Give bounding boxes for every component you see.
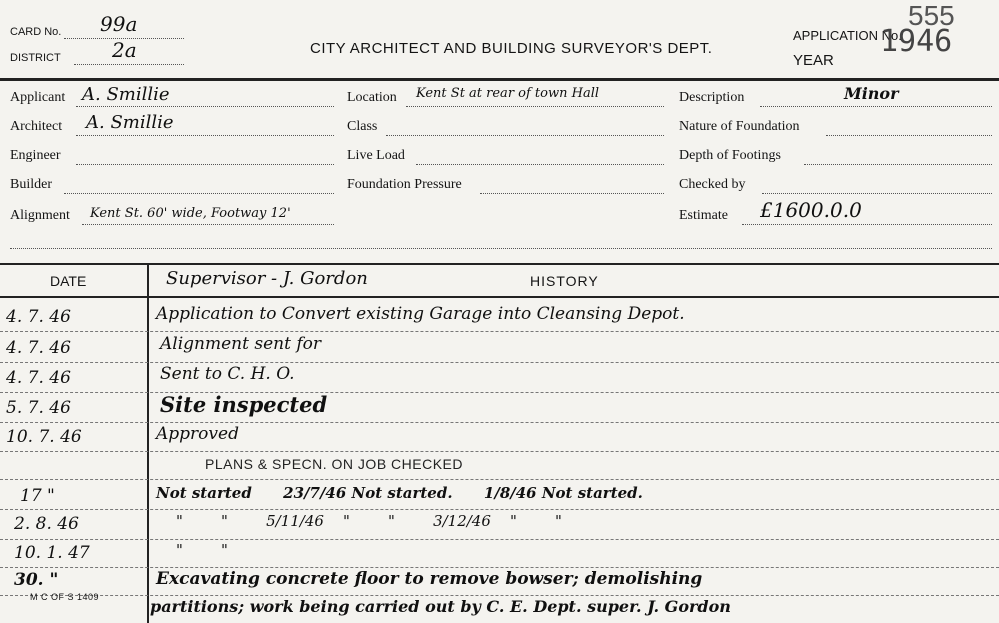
blank-field-line (10, 248, 992, 249)
builder-line (64, 193, 334, 194)
architect-line (76, 135, 334, 136)
description-line (760, 106, 992, 107)
estimate-line (742, 224, 992, 225)
history-row-text: Application to Convert existing Garage into Cleansing Depot. (156, 304, 685, 324)
history-row-text: Site inspected (160, 392, 328, 417)
history-row-text: " " 5/11/46 " " 3/12/46 " " (176, 512, 562, 530)
header-divider (0, 78, 999, 81)
alignment-label: Alignment (10, 208, 70, 223)
history-row-date: 4. 7. 46 (6, 338, 71, 358)
location-value: Kent St at rear of town Hall (416, 86, 600, 101)
row-divider (0, 539, 999, 540)
history-row-date: 10. 7. 46 (6, 427, 82, 447)
history-row-date: 5. 7. 46 (6, 398, 71, 418)
history-top-rule (0, 263, 999, 265)
district-value: 2a (112, 38, 137, 62)
nature-of-foundation-line (826, 135, 992, 136)
checked-by-label: Checked by (679, 177, 746, 192)
class-label: Class (347, 119, 378, 134)
description-value: Minor (844, 84, 899, 103)
row-divider (0, 567, 999, 568)
application-number: 555 (908, 0, 955, 31)
history-row-text: partitions; work being carried out by C. E. Dept. super. J. Gordon (150, 597, 731, 616)
history-row-text: Not started 23/7/46 Not started. 1/8/46 Not started. (156, 484, 643, 502)
history-row-text: " " (176, 541, 228, 559)
row-divider (0, 509, 999, 510)
applicant-line (76, 106, 334, 107)
date-column-header: DATE (50, 273, 87, 289)
form-code: M C OF S 1409 (30, 592, 100, 602)
history-row-text: Alignment sent for (160, 334, 321, 354)
history-row-date: 4. 7. 46 (6, 307, 71, 327)
history-row-date: 4. 7. 46 (6, 368, 71, 388)
year-value: 1946 (880, 24, 953, 59)
history-row-date: 30. " (14, 570, 59, 590)
row-divider (0, 422, 999, 423)
alignment-line (82, 224, 334, 225)
card-label: CARD No. (10, 26, 62, 38)
live-load-label: Live Load (347, 148, 405, 163)
applicant-label: Applicant (10, 90, 66, 105)
foundation-pressure-line (480, 193, 664, 194)
row-divider (0, 479, 999, 480)
plans-checked-stamp: PLANS & SPECN. ON JOB CHECKED (205, 456, 464, 472)
engineer-line (76, 164, 334, 165)
row-divider (0, 392, 999, 393)
history-row-text: Excavating concrete floor to remove bowser; demolishing (156, 569, 703, 589)
history-row-text: Approved (156, 424, 239, 444)
history-column-header: HISTORY (530, 273, 599, 289)
estimate-value: £1600.0.0 (760, 198, 862, 222)
architect-label: Architect (10, 119, 63, 134)
engineer-label: Engineer (10, 148, 61, 163)
location-label: Location (347, 90, 397, 105)
row-divider (0, 331, 999, 332)
live-load-line (416, 164, 664, 165)
foundation-pressure-label: Foundation Pressure (347, 177, 462, 192)
history-row-date: 17 " (20, 486, 55, 506)
applicant-value: A. Smillie (82, 84, 170, 105)
checked-by-line (762, 193, 992, 194)
description-label: Description (679, 90, 745, 105)
date-column-divider (147, 263, 149, 623)
row-divider (0, 595, 999, 596)
row-divider (0, 451, 999, 452)
depth-of-footings-label: Depth of Footings (679, 148, 781, 163)
estimate-label: Estimate (679, 208, 728, 223)
supervisor-name: Supervisor - J. Gordon (166, 268, 368, 289)
history-row-date: 10. 1. 47 (14, 543, 90, 563)
history-row-text: Sent to C. H. O. (160, 364, 295, 384)
history-row-date: 2. 8. 46 (14, 514, 79, 534)
architect-value: A. Smillie (86, 112, 174, 133)
alignment-value: Kent St. 60' wide, Footway 12' (90, 206, 291, 221)
district-line (74, 64, 184, 65)
year-label: YEAR (793, 52, 834, 69)
application-label: APPLICATION No. (793, 28, 902, 43)
row-divider (0, 362, 999, 363)
builder-label: Builder (10, 177, 52, 192)
depth-of-footings-line (804, 164, 992, 165)
nature-of-foundation-label: Nature of Foundation (679, 119, 800, 134)
history-header-rule (0, 296, 999, 298)
district-label: DISTRICT (10, 52, 61, 64)
department-title: CITY ARCHITECT AND BUILDING SURVEYOR'S DEPT. (310, 40, 713, 57)
card-number: 99a (100, 12, 138, 36)
class-line (386, 135, 664, 136)
location-line (406, 106, 664, 107)
